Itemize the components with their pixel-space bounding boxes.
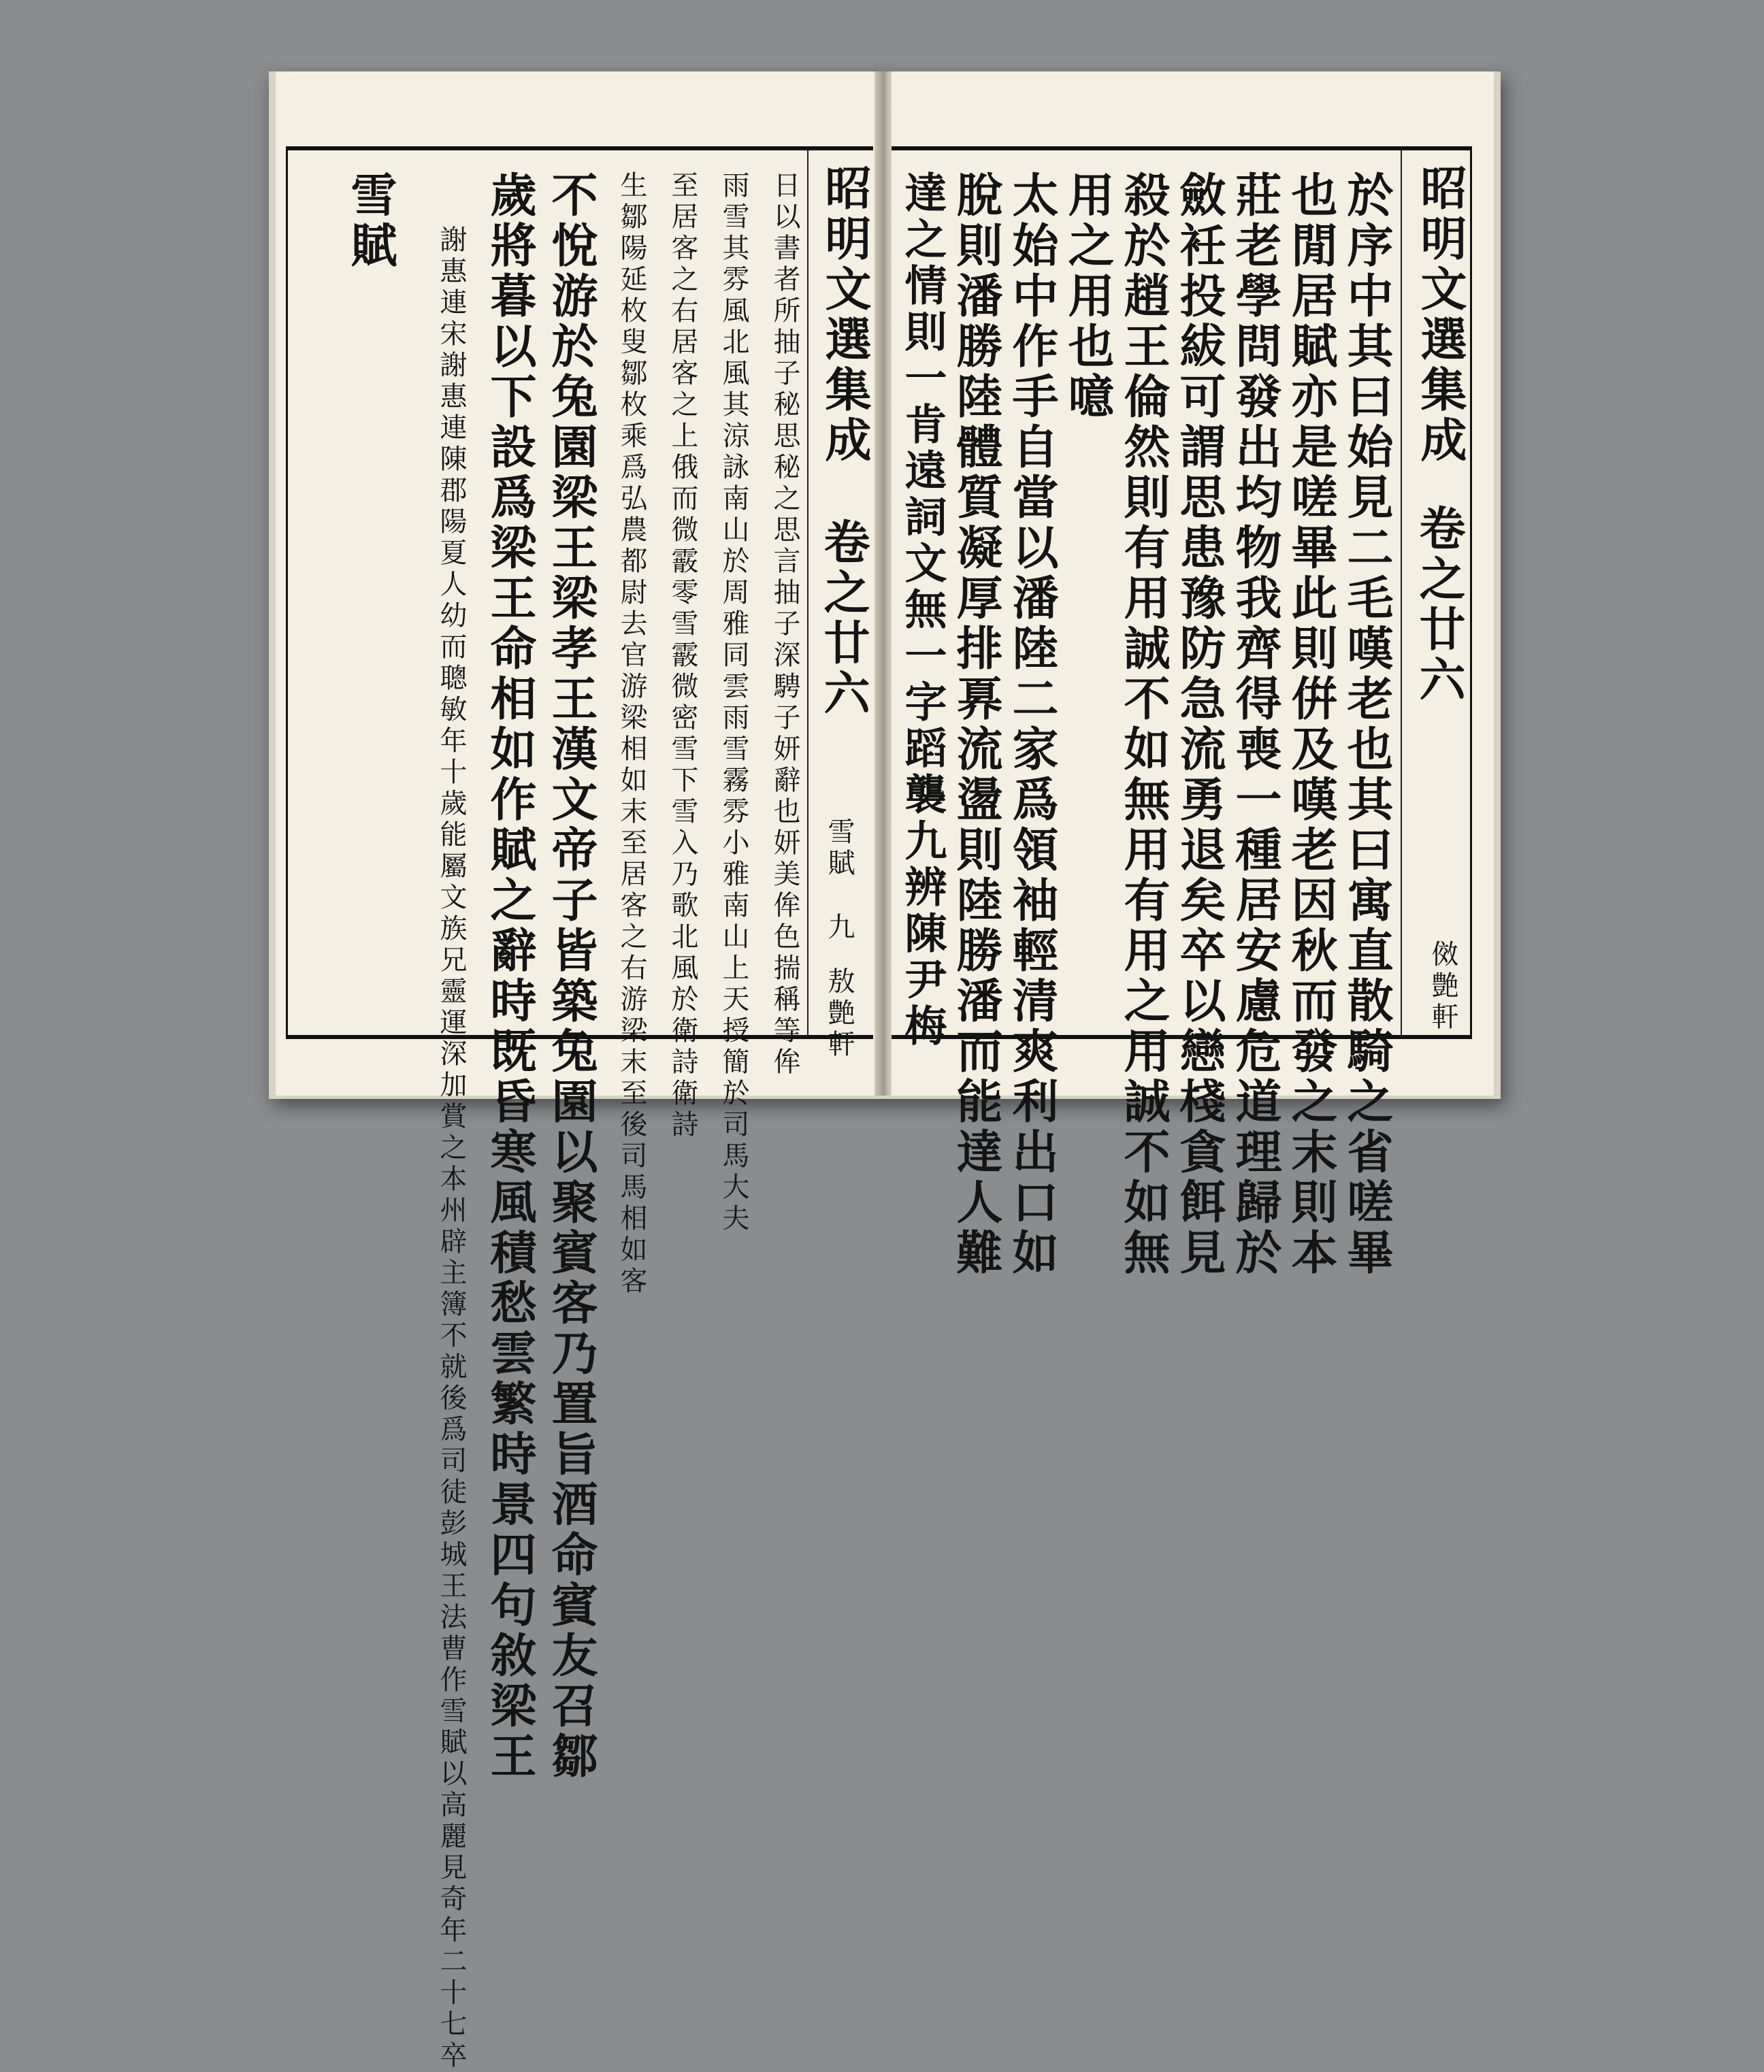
right-page — [892, 71, 1494, 1279]
left-col-1: 昭明文選集成 — [817, 164, 872, 466]
right-col-10: 脫則潘勝陸體質凝厚排奡流盪則陸勝潘而能達人難 — [949, 171, 1003, 1279]
left-col-4: 九 — [823, 912, 855, 944]
open-book — [269, 71, 1501, 2072]
right-col-5: 莊老學問發出均物我齊得喪一種居安慮危道理歸於 — [1228, 171, 1282, 1279]
left-col-2: 卷之廿六 — [816, 518, 870, 719]
right-col-3: 於序中其曰始見二毛嘆老也其曰寓直散騎之省嗟畢 — [1339, 171, 1394, 1279]
left-col-8: 至居客之右居客之上俄而微霰零雪霰微密雪下雪入乃歌北風於衛詩衛詩 — [667, 171, 698, 1141]
right-col-12: 傚艶軒 — [1427, 940, 1458, 1034]
left-col-10: 不悅游於兔園梁王梁孝王漢文帝子皆築兔園以聚賓客乃置旨酒命賓友召鄒 — [544, 171, 598, 1782]
left-rule-1 — [807, 150, 808, 1035]
right-col-7: 殺於趙王倫然則有用誠不如無用有用之用誠不如無 — [1116, 171, 1171, 1279]
right-col-1: 昭明文選集成 — [1413, 164, 1467, 466]
left-col-12: 謝惠連宋謝惠連陳郡陽夏人幼而聰敏年十歲能屬文族兄靈運深加賞之本州辟主簿不就後爲司徒彭城王法曹作雪賦以高麗見奇年二十七卒 — [436, 225, 467, 2072]
left-col-13: 雪賦 — [343, 171, 397, 272]
left-col-9: 生鄒陽延枚叟鄒枚乘爲弘農都尉去官游梁相如末至居客之右游梁末至後司馬相如客 — [616, 171, 647, 1298]
left-col-3: 雪賦 — [823, 817, 855, 880]
left-page — [276, 71, 878, 2072]
right-col-11: 達之情則一肯遠詞文無一字蹈襲九辨陳尹梅 — [898, 171, 947, 1050]
right-col-9: 太始中作手自當以潘陸二家爲領袖輕清爽利出口如 — [1004, 171, 1059, 1279]
right-col-4: 也閒居賦亦是嗟畢此則倂及嘆老因秋而發之末則本 — [1284, 171, 1338, 1279]
left-col-7: 雨雪其雰風北風其涼詠南山於周雅同雲雨雪霧雰小雅南山上天授簡於司馬大夫 — [718, 171, 749, 1235]
right-col-6: 斂衽投紱可謂思患豫防急流勇退矣卒以戀棧貪餌見 — [1172, 171, 1226, 1279]
left-col-11: 歲將暮以下設爲梁王命相如作賦之辭時既昏寒風積愁雲繁時景四句敘梁王 — [483, 171, 537, 1782]
left-col-5: 敖艶軒 — [823, 967, 855, 1061]
right-col-8: 用之用也噫 — [1060, 171, 1115, 423]
right-page-frame — [892, 146, 1472, 1279]
right-col-2: 卷之廿六 — [1411, 504, 1466, 706]
left-page-frame — [286, 146, 873, 2072]
right-rule-1 — [1401, 150, 1402, 1035]
left-col-6: 日以書者所抽子秘思秘之思言抽子深騁子妍辭也妍美侔色揣稱等侔 — [769, 171, 800, 1079]
